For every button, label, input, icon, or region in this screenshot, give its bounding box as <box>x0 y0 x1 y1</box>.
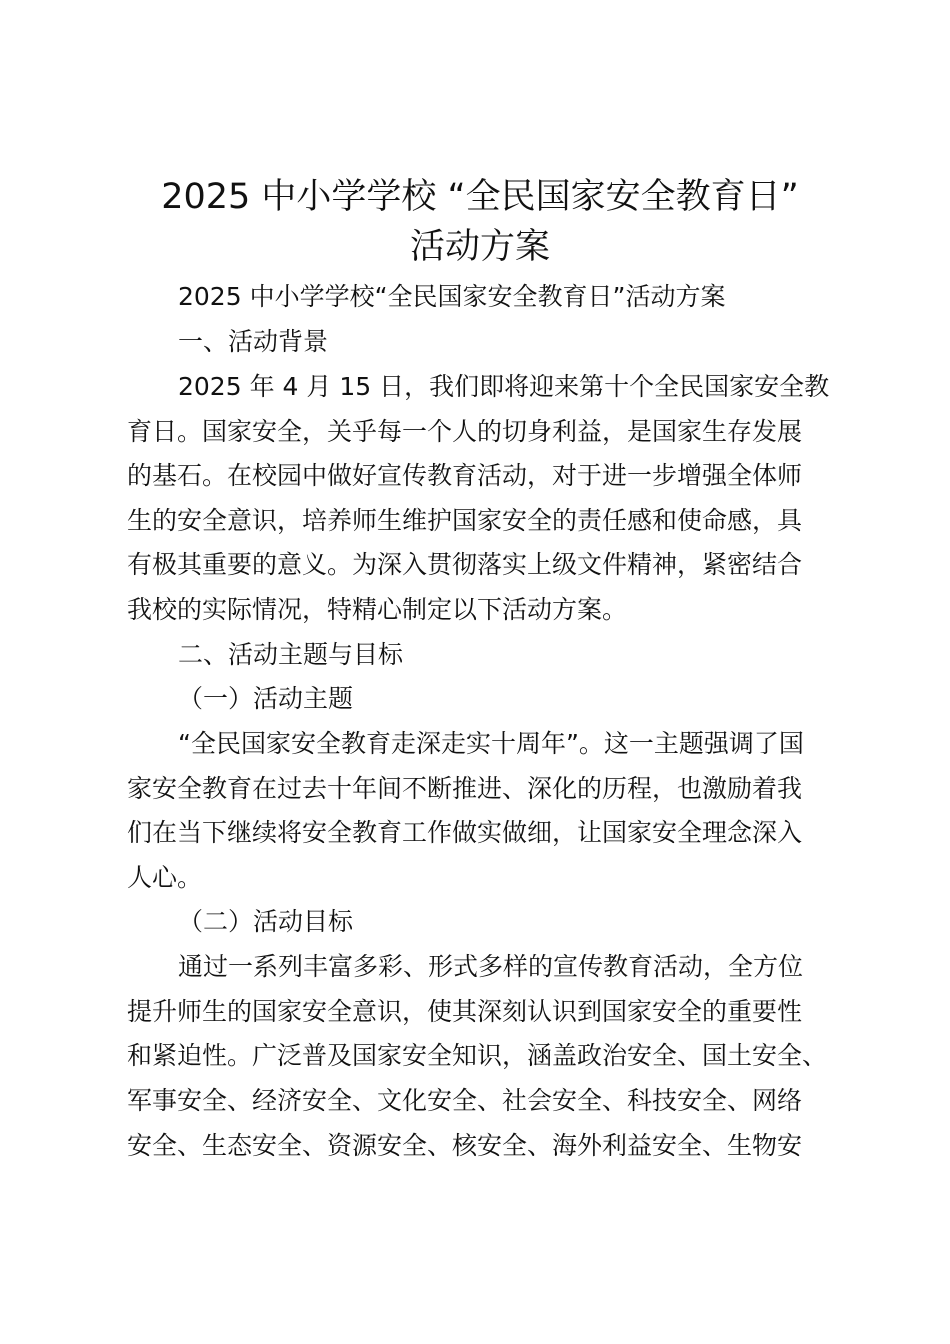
section-heading-background: 一、活动背景 <box>178 327 329 356</box>
paragraph-line: 育日。国家安全，关乎每一个人的切身利益，是国家生存发展 <box>127 417 803 446</box>
paragraph-line: 提升师生的国家安全意识，使其深刻认识到国家安全的重要性 <box>127 997 803 1026</box>
document-title-line-2: 活动方案 <box>409 227 550 267</box>
paragraph-line: 我校的实际情况，特精心制定以下活动方案。 <box>127 595 628 624</box>
paragraph-line: 和紧迫性。广泛普及国家安全知识，涵盖政治安全、国土安全、 <box>127 1041 828 1070</box>
paragraph-line: “全民国家安全教育走深走实十周年”。这一主题强调了国 <box>178 729 804 758</box>
section-heading-theme-goals: 二、活动主题与目标 <box>178 640 404 669</box>
paragraph-line: 安全、生态安全、资源安全、核安全、海外利益安全、生物安 <box>127 1131 803 1160</box>
paragraph-line: 人心。 <box>127 863 203 892</box>
paragraph-line: 通过一系列丰富多彩、形式多样的宣传教育活动，全方位 <box>178 952 804 981</box>
paragraph-line: 的基石。在校园中做好宣传教育活动，对于进一步增强全体师 <box>127 461 803 490</box>
subtitle-line: 2025 中小学学校“全民国家安全教育日”活动方案 <box>178 282 726 311</box>
paragraph-line: 生的安全意识，培养师生维护国家安全的责任感和使命感，具 <box>127 506 803 535</box>
paragraph-line: 们在当下继续将安全教育工作做实做细，让国家安全理念深入 <box>127 818 803 847</box>
paragraph-line: 有极其重要的意义。为深入贯彻落实上级文件精神，紧密结合 <box>127 550 803 579</box>
paragraph-line: 军事安全、经济安全、文化安全、社会安全、科技安全、网络 <box>127 1086 803 1115</box>
paragraph-line: 2025 年 4 月 15 日，我们即将迎来第十个全民国家安全教 <box>178 372 830 401</box>
subsection-heading-goals: （二）活动目标 <box>178 907 354 936</box>
paragraph-line: 家安全教育在过去十年间不断推进、深化的历程，也激励着我 <box>127 774 803 803</box>
document-title-line-1: 2025 中小学学校 “全民国家安全教育日” <box>161 177 799 217</box>
subsection-heading-theme: （一）活动主题 <box>178 684 354 713</box>
